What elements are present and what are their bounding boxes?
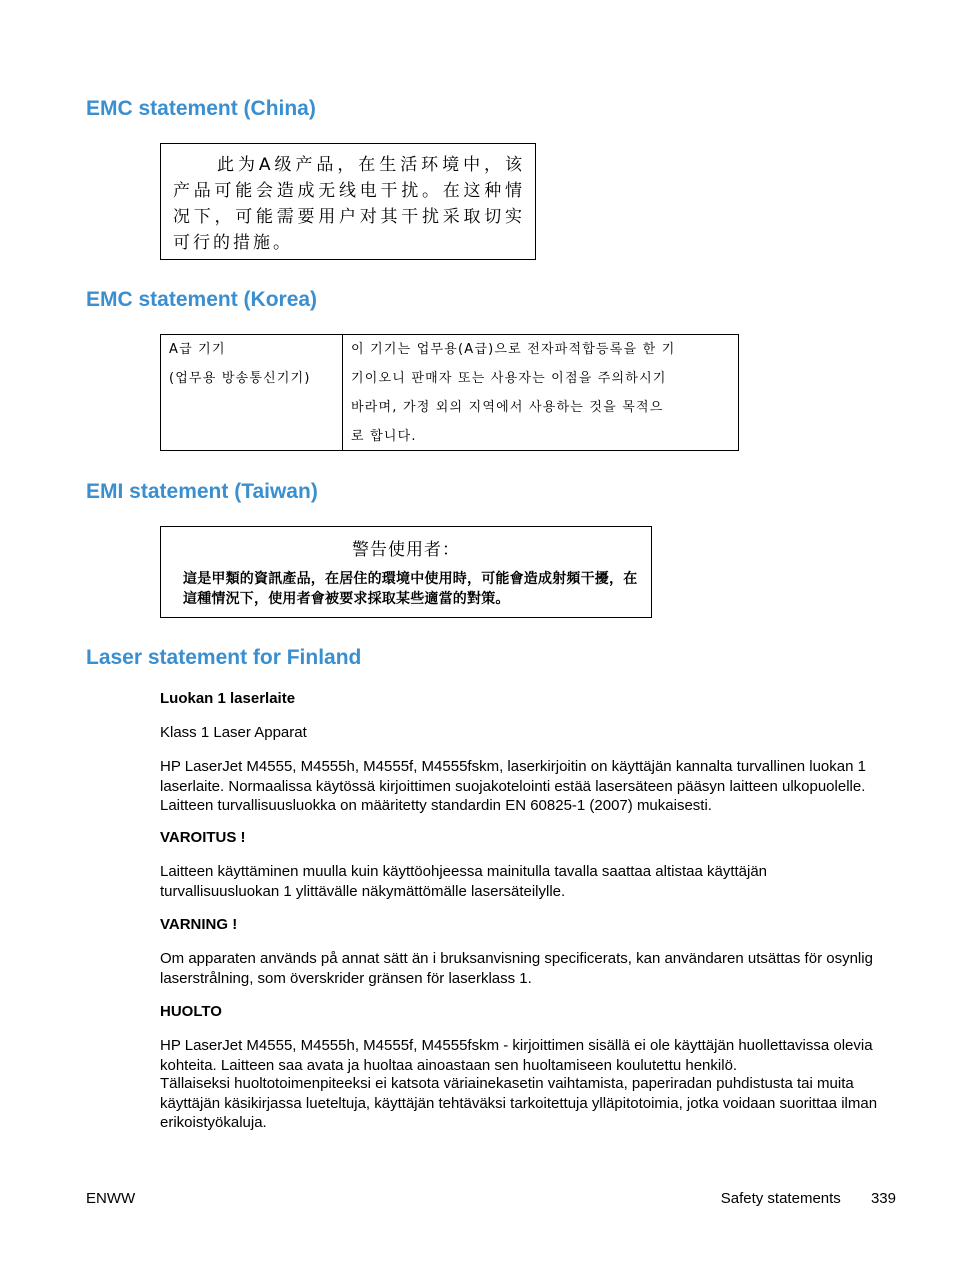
china-statement-box [160,143,536,260]
finland-paragraph-varning: Om apparaten används på annat sätt än i bruksanvisning specificerats, kan användaren utsättas för osynlig laserstrålning, som överskrider gränsen för laserklass 1. [160,950,873,987]
korea-description-cell [343,335,738,450]
footer-section [695,1190,896,1207]
heading-emc-korea: EMC statement (Korea) [86,288,318,311]
taiwan-warning-title: 警告使用者： [352,540,460,560]
finland-paragraph-varoitus: Laitteen käyttäminen muulla kuin käyttöohjeessa mainitulla tavalla saattaa altistaa käyttäjän turvallisuusluokan 1 ylittävälle näkymättömälle lasersäteilylle. [160,863,768,900]
footer-page-number: 339 [870,1190,896,1207]
finland-class-line: Klass 1 Laser Apparat [160,724,307,741]
finland-paragraph-intro: HP LaserJet M4555, M4555h, M4555f, M4555fskm, laserkirjoitin on käyttäjän kannalta turvallinen luokan 1 laserlaite. Normaalissa käytössä kirjoittimen suojakotelointi estää lasersäteen pääsyn laitteen ulkopuolelle. Laitteen turvallisuusluokka on määritetty standardin EN 60825-1 (2007) mukaisesti. [160,758,866,814]
finland-label-varoitus: VAROITUS ! [160,829,246,846]
heading-emi-taiwan: EMI statement (Taiwan) [86,480,318,503]
heading-laser-finland: Laser statement for Finland [86,646,362,669]
finland-paragraph-huolto-2: Tällaiseksi huoltotoimenpiteeksi ei katsota väriainekasetin vaihtamista, paperiradan puhdistusta tai muita käyttäjän käsikirjassa lueteltuja, käyttäjän tehtäväksi tarkoitettuja ylläpitotoimia, jotka voidaan suorittaa ilman erikoistyökaluja. [160,1075,878,1131]
finland-label-class1: Luokan 1 laserlaite [160,690,296,707]
korea-description-line: 로 합니다. [351,429,417,444]
korea-class-line: A급 기기 [169,342,226,357]
korea-class-cell [161,335,343,450]
korea-class-line: (업무용 방송통신기기) [169,371,311,386]
finland-label-huolto: HUOLTO [160,1003,222,1020]
taiwan-statement-box [160,526,652,618]
korea-description-line: 바라며, 가정 외의 지역에서 사용하는 것을 목적으 [351,400,664,415]
finland-label-varning: VARNING ! [160,916,238,933]
korea-description-line: 이 기기는 업무용(A급)으로 전자파적합등록을 한 기 [351,342,676,357]
footer-document-code: ENWW [86,1190,136,1207]
taiwan-warning-text: 這是甲類的資訊產品，在居住的環境中使用時，可能會造成射頻干擾，在這種情況下，使用者會被要求採取某些適當的對策。 [183,571,638,607]
china-statement-text: 此为A级产品，在生活环境中，该产品可能会造成无线电干扰。在这种情况下，可能需要用户对其干扰采取切实可行的措施。 [173,155,525,253]
korea-statement-table [160,334,739,451]
footer-section-title: Safety statements [720,1190,841,1207]
finland-paragraph-huolto-1: HP LaserJet M4555, M4555h, M4555f, M4555fskm - kirjoittimen sisällä ei ole käyttäjän huollettavissa olevia kohteita. Laitteen saa avata ja huoltaa ainoastaan sen huoltamiseen koulutettu henkilö. [160,1037,873,1074]
korea-description-line: 기이오니 판매자 또는 사용자는 이점을 주의하시기 [351,371,667,386]
heading-emc-china: EMC statement (China) [86,97,316,120]
